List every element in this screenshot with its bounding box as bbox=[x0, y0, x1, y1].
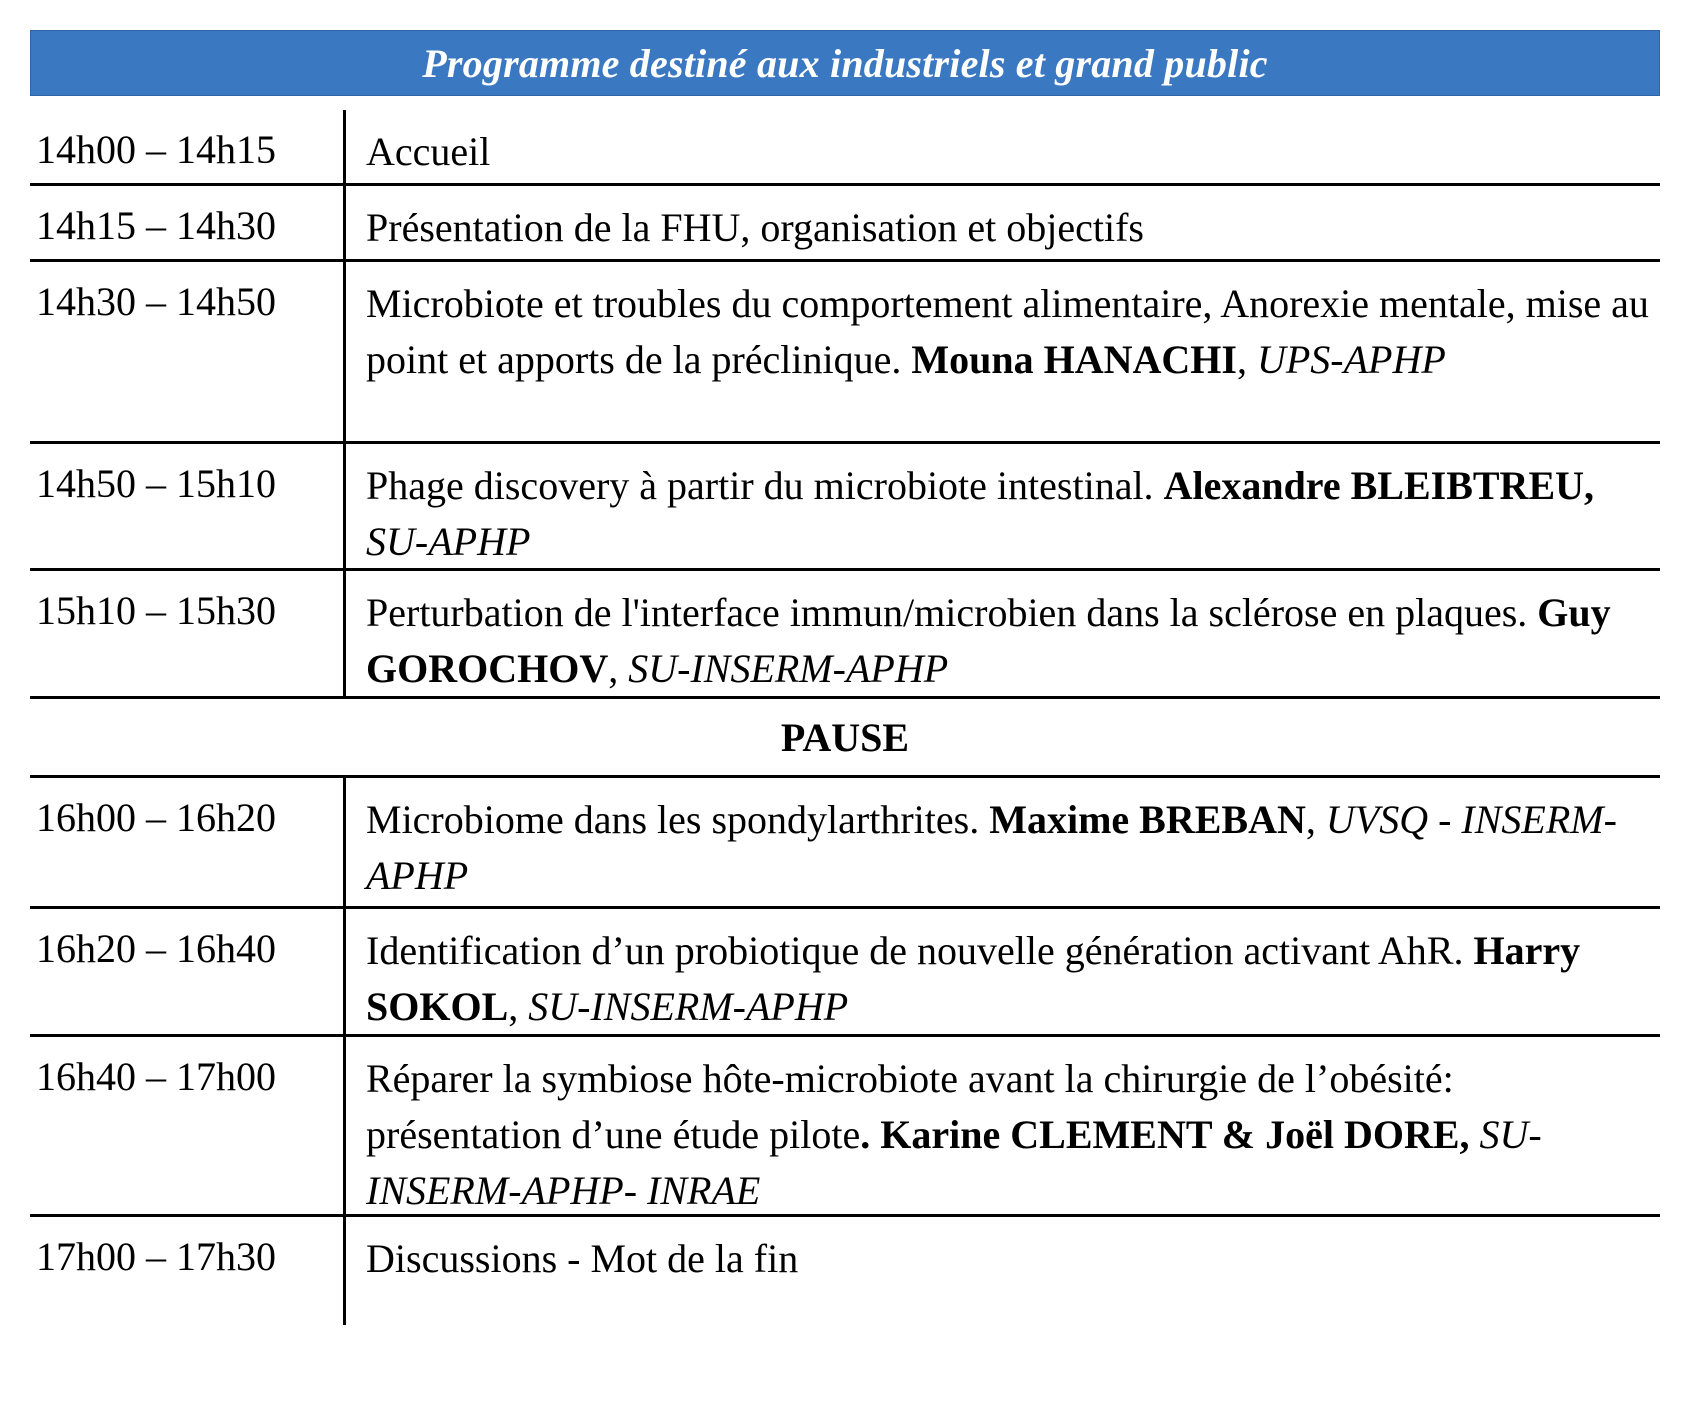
session-row bbox=[30, 571, 1660, 699]
session-time: 14h15 – 14h30 bbox=[30, 186, 346, 259]
session-title: Microbiote et troubles du comportement alimentaire, Anorexie mentale, mise au point et apports de la préclinique. bbox=[366, 281, 1649, 382]
session-time: 14h50 – 15h10 bbox=[30, 444, 346, 568]
session-content bbox=[346, 909, 1660, 1034]
session-row bbox=[30, 444, 1660, 571]
session-content bbox=[346, 186, 1660, 259]
session-affiliation: SU-INSERM-APHP bbox=[628, 646, 949, 691]
pause-row: PAUSE bbox=[30, 699, 1660, 778]
session-time: 16h20 – 16h40 bbox=[30, 909, 346, 1034]
session-speaker: Maxime BREBAN bbox=[989, 797, 1306, 842]
session-row bbox=[30, 1217, 1660, 1325]
session-content bbox=[346, 778, 1660, 906]
session-speaker: Guy GOROCHOV bbox=[366, 590, 1611, 691]
session-speaker: . Karine CLEMENT & Joël DORE, bbox=[860, 1112, 1470, 1157]
session-content bbox=[346, 110, 1660, 183]
session-separator: , bbox=[1236, 337, 1257, 382]
session-time: 14h30 – 14h50 bbox=[30, 262, 346, 441]
session-row bbox=[30, 778, 1660, 909]
session-content bbox=[346, 1217, 1660, 1325]
session-time: 17h00 – 17h30 bbox=[30, 1217, 346, 1325]
session-time: 16h00 – 16h20 bbox=[30, 778, 346, 906]
session-separator: , bbox=[1305, 797, 1326, 842]
session-title: Perturbation de l'interface immun/microbien dans la sclérose en plaques. bbox=[366, 590, 1538, 635]
session-row bbox=[30, 909, 1660, 1037]
session-row bbox=[30, 262, 1660, 444]
session-title: Identification d’un probiotique de nouvelle génération activant AhR. bbox=[366, 928, 1474, 973]
session-speaker: Mouna HANACHI bbox=[911, 337, 1237, 382]
session-title: Accueil bbox=[366, 129, 491, 174]
session-time: 15h10 – 15h30 bbox=[30, 571, 346, 696]
session-content bbox=[346, 571, 1660, 696]
session-row bbox=[30, 186, 1660, 262]
header-spacer bbox=[30, 96, 1660, 110]
session-affiliation: SU-INSERM-APHP- INRAE bbox=[366, 1112, 1542, 1213]
program-table bbox=[30, 30, 1660, 1325]
session-time: 14h00 – 14h15 bbox=[30, 110, 346, 183]
session-speaker: Alexandre BLEIBTREU, bbox=[1163, 463, 1595, 508]
session-content bbox=[346, 444, 1660, 568]
session-affiliation: SU-APHP bbox=[366, 519, 531, 564]
session-separator: , bbox=[608, 646, 629, 691]
session-speaker: Harry SOKOL bbox=[366, 928, 1581, 1029]
session-title: Discussions - Mot de la fin bbox=[366, 1236, 799, 1281]
session-content bbox=[346, 1037, 1660, 1214]
session-affiliation: UVSQ - INSERM-APHP bbox=[366, 797, 1617, 898]
session-affiliation: UPS-APHP bbox=[1256, 337, 1446, 382]
session-title: Réparer la symbiose hôte-microbiote avant la chirurgie de l’obésité: présentation d’une étude pilote bbox=[366, 1056, 1454, 1157]
session-title: Phage discovery à partir du microbiote intestinal. bbox=[366, 463, 1164, 508]
session-time: 16h40 – 17h00 bbox=[30, 1037, 346, 1214]
session-title: Présentation de la FHU, organisation et objectifs bbox=[366, 205, 1144, 250]
session-row bbox=[30, 1037, 1660, 1217]
session-separator: , bbox=[508, 984, 529, 1029]
session-title: Microbiome dans les spondylarthrites. bbox=[366, 797, 990, 842]
program-title: Programme destiné aux industriels et grand public bbox=[30, 30, 1660, 96]
session-affiliation: SU-INSERM-APHP bbox=[528, 984, 849, 1029]
session-content bbox=[346, 262, 1660, 441]
session-row bbox=[30, 110, 1660, 186]
session-separator bbox=[1470, 1112, 1480, 1157]
